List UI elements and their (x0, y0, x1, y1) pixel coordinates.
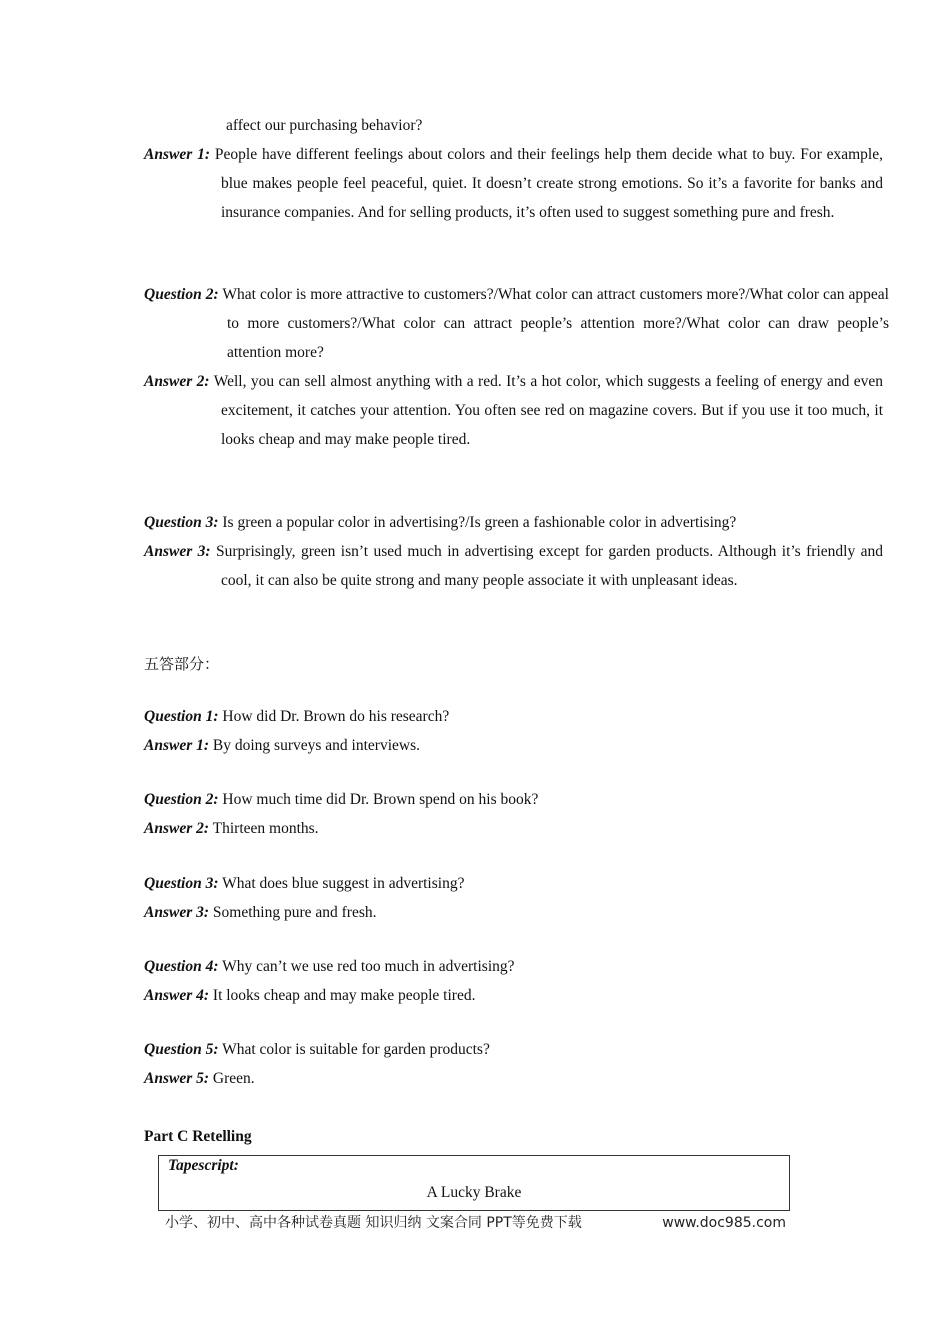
section-heading: 五答部分： (144, 655, 220, 673)
answer-2 (144, 367, 883, 454)
answer-line (144, 731, 806, 760)
answer-line (144, 898, 806, 927)
part-c-heading: Part C Retelling (144, 1128, 252, 1145)
question-line (144, 869, 806, 898)
question-line (144, 702, 806, 731)
answer-label: Answer 2: (144, 373, 210, 390)
question-text: Why can’t we use red too much in advertising? (222, 958, 515, 975)
question-text: What color is more attractive to customers?/What color can attract customers more?/What color can appeal to more customers?/What color can attract people’s attention more?/What color can draw people’s attention more? (222, 286, 889, 361)
question-label: Question 5: (144, 1041, 219, 1058)
question-text: Is green a popular color in advertising?/Is green a fashionable color in advertising? (222, 514, 737, 531)
footer-text: 小学、初中、高中各种试卷真题 知识归纳 文案合同 PPT等免费下载 (165, 1215, 582, 1231)
question-2 (144, 280, 889, 367)
question-line (144, 785, 806, 814)
answer-label: Answer 3: (144, 543, 211, 560)
question-line (144, 1035, 806, 1064)
qa-item-4 (144, 952, 806, 1010)
answer-line (144, 981, 806, 1010)
answer-text: Green. (212, 1070, 255, 1087)
footer-url[interactable]: www.doc985.com (662, 1215, 786, 1231)
answer-text: It looks cheap and may make people tired. (212, 987, 476, 1004)
qa-item-5 (144, 1035, 806, 1093)
qa-item-3 (144, 869, 806, 927)
answer-label: Answer 5: (144, 1070, 210, 1087)
answer-label: Answer 2: (144, 820, 210, 837)
tapescript-label: Tapescript: (168, 1157, 239, 1174)
answer-text: Surprisingly, green isn’t used much in advertising except for garden products. Although it’s friendly and cool, it can also be quite strong and many people associate it with unpleasant ideas. (216, 543, 884, 589)
question-label: Question 3: (144, 514, 219, 531)
qa-item-2 (144, 785, 806, 843)
question-1-continuation: affect our purchasing behavior? (226, 117, 423, 134)
question-label: Question 1: (144, 708, 219, 725)
question-label: Question 2: (144, 791, 219, 808)
answer-label: Answer 1: (144, 737, 210, 754)
tapescript-box (158, 1155, 790, 1211)
question-label: Question 2: (144, 286, 219, 303)
answer-label: Answer 3: (144, 904, 210, 921)
answer-text: By doing surveys and interviews. (212, 737, 420, 754)
answer-text: Well, you can sell almost anything with a red. It’s a hot color, which suggests a feeling of energy and even excitement, it catches your attention. You often see red on magazine covers. But if you use it too much, it looks cheap and may make people tired. (213, 373, 884, 448)
answer-3 (144, 537, 883, 595)
question-label: Question 4: (144, 958, 219, 975)
question-text: What does blue suggest in advertising? (222, 875, 465, 892)
answer-label: Answer 4: (144, 987, 210, 1004)
page-footer (165, 1212, 790, 1234)
question-text: How did Dr. Brown do his research? (222, 708, 450, 725)
qa-item-1 (144, 702, 806, 760)
question-text: How much time did Dr. Brown spend on his book? (222, 791, 539, 808)
answer-line (144, 814, 806, 843)
question-label: Question 3: (144, 875, 219, 892)
question-line (144, 952, 806, 981)
question-3 (144, 508, 806, 537)
answer-line (144, 1064, 806, 1093)
answer-1 (144, 140, 883, 227)
tapescript-title: A Lucky Brake (426, 1184, 522, 1201)
answer-label: Answer 1: (144, 146, 211, 163)
answer-text: Thirteen months. (212, 820, 319, 837)
answer-text: People have different feelings about colors and their feelings help them decide what to buy. For example, blue makes people feel peaceful, quiet. It doesn’t create strong emotions. So it’s a favorite for banks and insurance companies. And for selling products, it’s often used to suggest something pure and fresh. (214, 146, 883, 221)
question-text: What color is suitable for garden products? (222, 1041, 490, 1058)
answer-text: Something pure and fresh. (212, 904, 377, 921)
